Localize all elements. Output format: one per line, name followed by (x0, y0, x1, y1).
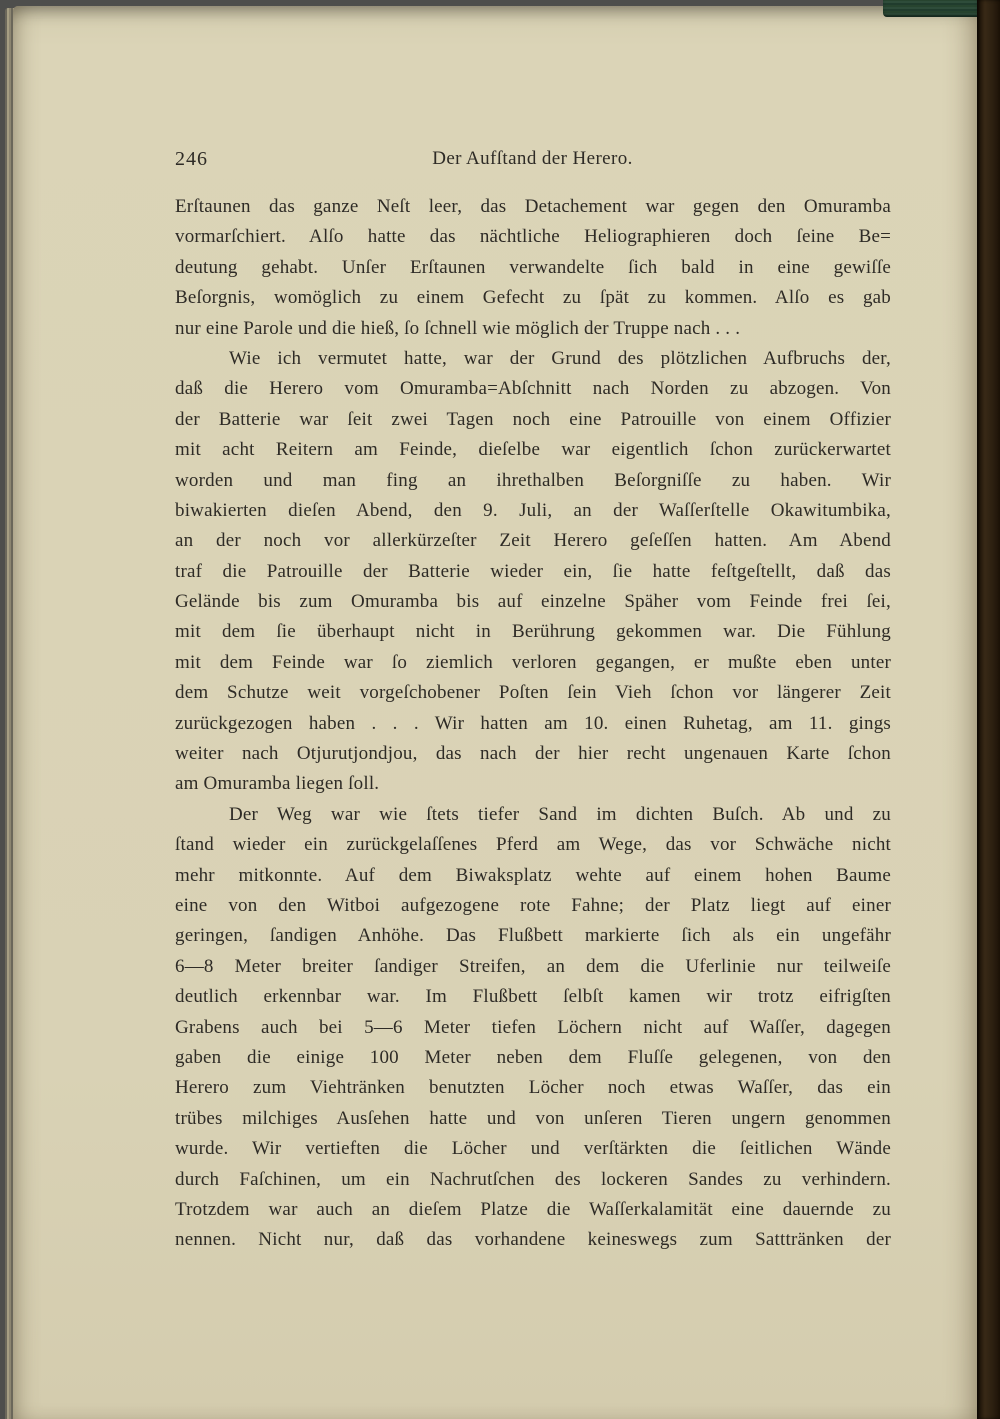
text-line: eine von den Witboi aufgezogene rote Fahne; der Platz liegt auf einer (175, 894, 891, 916)
text-line: Beſorgnis, womöglich zu einem Gefecht zu ſpät zu kommen. Alſo es gab (175, 287, 891, 309)
text-line: Herero zum Viehtränken benutzten Löcher noch etwas Waſſer, das ein (175, 1077, 891, 1099)
text-line: Grabens auch bei 5—6 Meter tiefen Löchern nicht auf Waſſer, dagegen (175, 1016, 891, 1038)
text-line: nur eine Parole und die hieß, ſo ſchnell wie möglich der Truppe nach . . . (175, 317, 741, 339)
text-line: mit dem Feinde war ſo ziemlich verloren gegangen, er mußte eben unter (175, 651, 891, 673)
text-line: traf die Patrouille der Batterie wieder ein, ſie hatte feſtgeſtellt, daß das (175, 560, 891, 582)
book-spine-edge (977, 0, 1000, 1419)
text-line: wurde. Wir vertieften die Löcher und verſtärkten die ſeitlichen Wände (175, 1138, 891, 1160)
text-line: Gelände bis zum Omuramba bis auf einzelne Späher vom Feinde frei ſei, (175, 591, 891, 613)
text-line: Der Weg war wie ſtets tiefer Sand im dichten Buſch. Ab und zu (229, 803, 891, 825)
text-line: biwakierten dieſen Abend, den 9. Juli, an der Waſſerſtelle Okawitumbika, (175, 499, 891, 521)
text-line: mit acht Reitern am Feinde, dieſelbe war eigentlich ſchon zurückerwartet (175, 439, 891, 461)
page-header (175, 148, 890, 174)
running-header: Der Aufſtand der Herero. (432, 148, 633, 169)
text-line: geringen, ſandigen Anhöhe. Das Flußbett markierte ſich als ein ungefähr (175, 925, 891, 947)
text-line: deutlich erkennbar war. Im Flußbett ſelbſt kamen wir trotz eifrigſten (175, 986, 891, 1008)
book-cover-corner (883, 0, 977, 17)
text-line: Trotzdem war auch an dieſem Platze die Waſſerkalamität eine dauernde zu (175, 1198, 891, 1220)
text-line: ſtand wieder ein zurückgelaſſenes Pferd am Wege, das vor Schwäche nicht (175, 834, 891, 856)
text-line: trübes milchiges Ausſehen hatte und von unſeren Tieren ungern genommen (175, 1107, 891, 1129)
text-line: worden und man fing an ihrethalben Beſorgniſſe zu haben. Wir (175, 469, 891, 491)
text-line: durch Faſchinen, um ein Nachrutſchen des lockeren Sandes zu verhindern. (175, 1168, 891, 1190)
text-line: am Omuramba liegen ſoll. (175, 773, 380, 795)
book-page (13, 6, 977, 1419)
text-line: Wie ich vermutet hatte, war der Grund des plötzlichen Aufbruchs der, (229, 347, 891, 369)
text-line: mit dem ſie überhaupt nicht in Berührung gekommen war. Die Fühlung (175, 621, 891, 643)
text-line: deutung gehabt. Unſer Erſtaunen verwandelte ſich bald in eine gewiſſe (175, 256, 891, 278)
text-line: vormarſchiert. Alſo hatte das nächtliche Heliographieren doch ſeine Be= (175, 226, 891, 248)
text-line: daß die Herero vom Omuramba=Abſchnitt nach Norden zu abzogen. Von (175, 378, 891, 400)
text-line: mehr mitkonnte. Auf dem Biwaksplatz wehte auf einem hohen Baume (175, 864, 891, 886)
text-line: dem Schutze weit vorgeſchobener Poſten ſein Vieh ſchon vor längerer Zeit (175, 682, 891, 704)
text-line: nennen. Nicht nur, daß das vorhandene keineswegs zum Satttränken der (175, 1229, 891, 1251)
page-number: 246 (175, 148, 208, 170)
text-line: weiter nach Otjurutjondjou, das nach der hier recht ungenauen Karte ſchon (175, 743, 891, 765)
body-text (175, 192, 891, 1256)
text-line: der Batterie war ſeit zwei Tagen noch eine Patrouille von einem Offizier (175, 408, 891, 430)
text-line: zurückgezogen haben . . . Wir hatten am 10. einen Ruhetag, am 11. gings (175, 712, 891, 734)
text-line: gaben die einige 100 Meter neben dem Fluſſe gelegenen, von den (175, 1046, 891, 1068)
text-line: Erſtaunen das ganze Neſt leer, das Detachement war gegen den Omuramba (175, 196, 891, 217)
text-line: 6—8 Meter breiter ſandiger Streifen, an dem die Uferlinie nur teilweiſe (175, 955, 891, 977)
text-line: an der noch vor allerkürzeſter Zeit Herero geſeſſen hatten. Am Abend (175, 530, 891, 552)
